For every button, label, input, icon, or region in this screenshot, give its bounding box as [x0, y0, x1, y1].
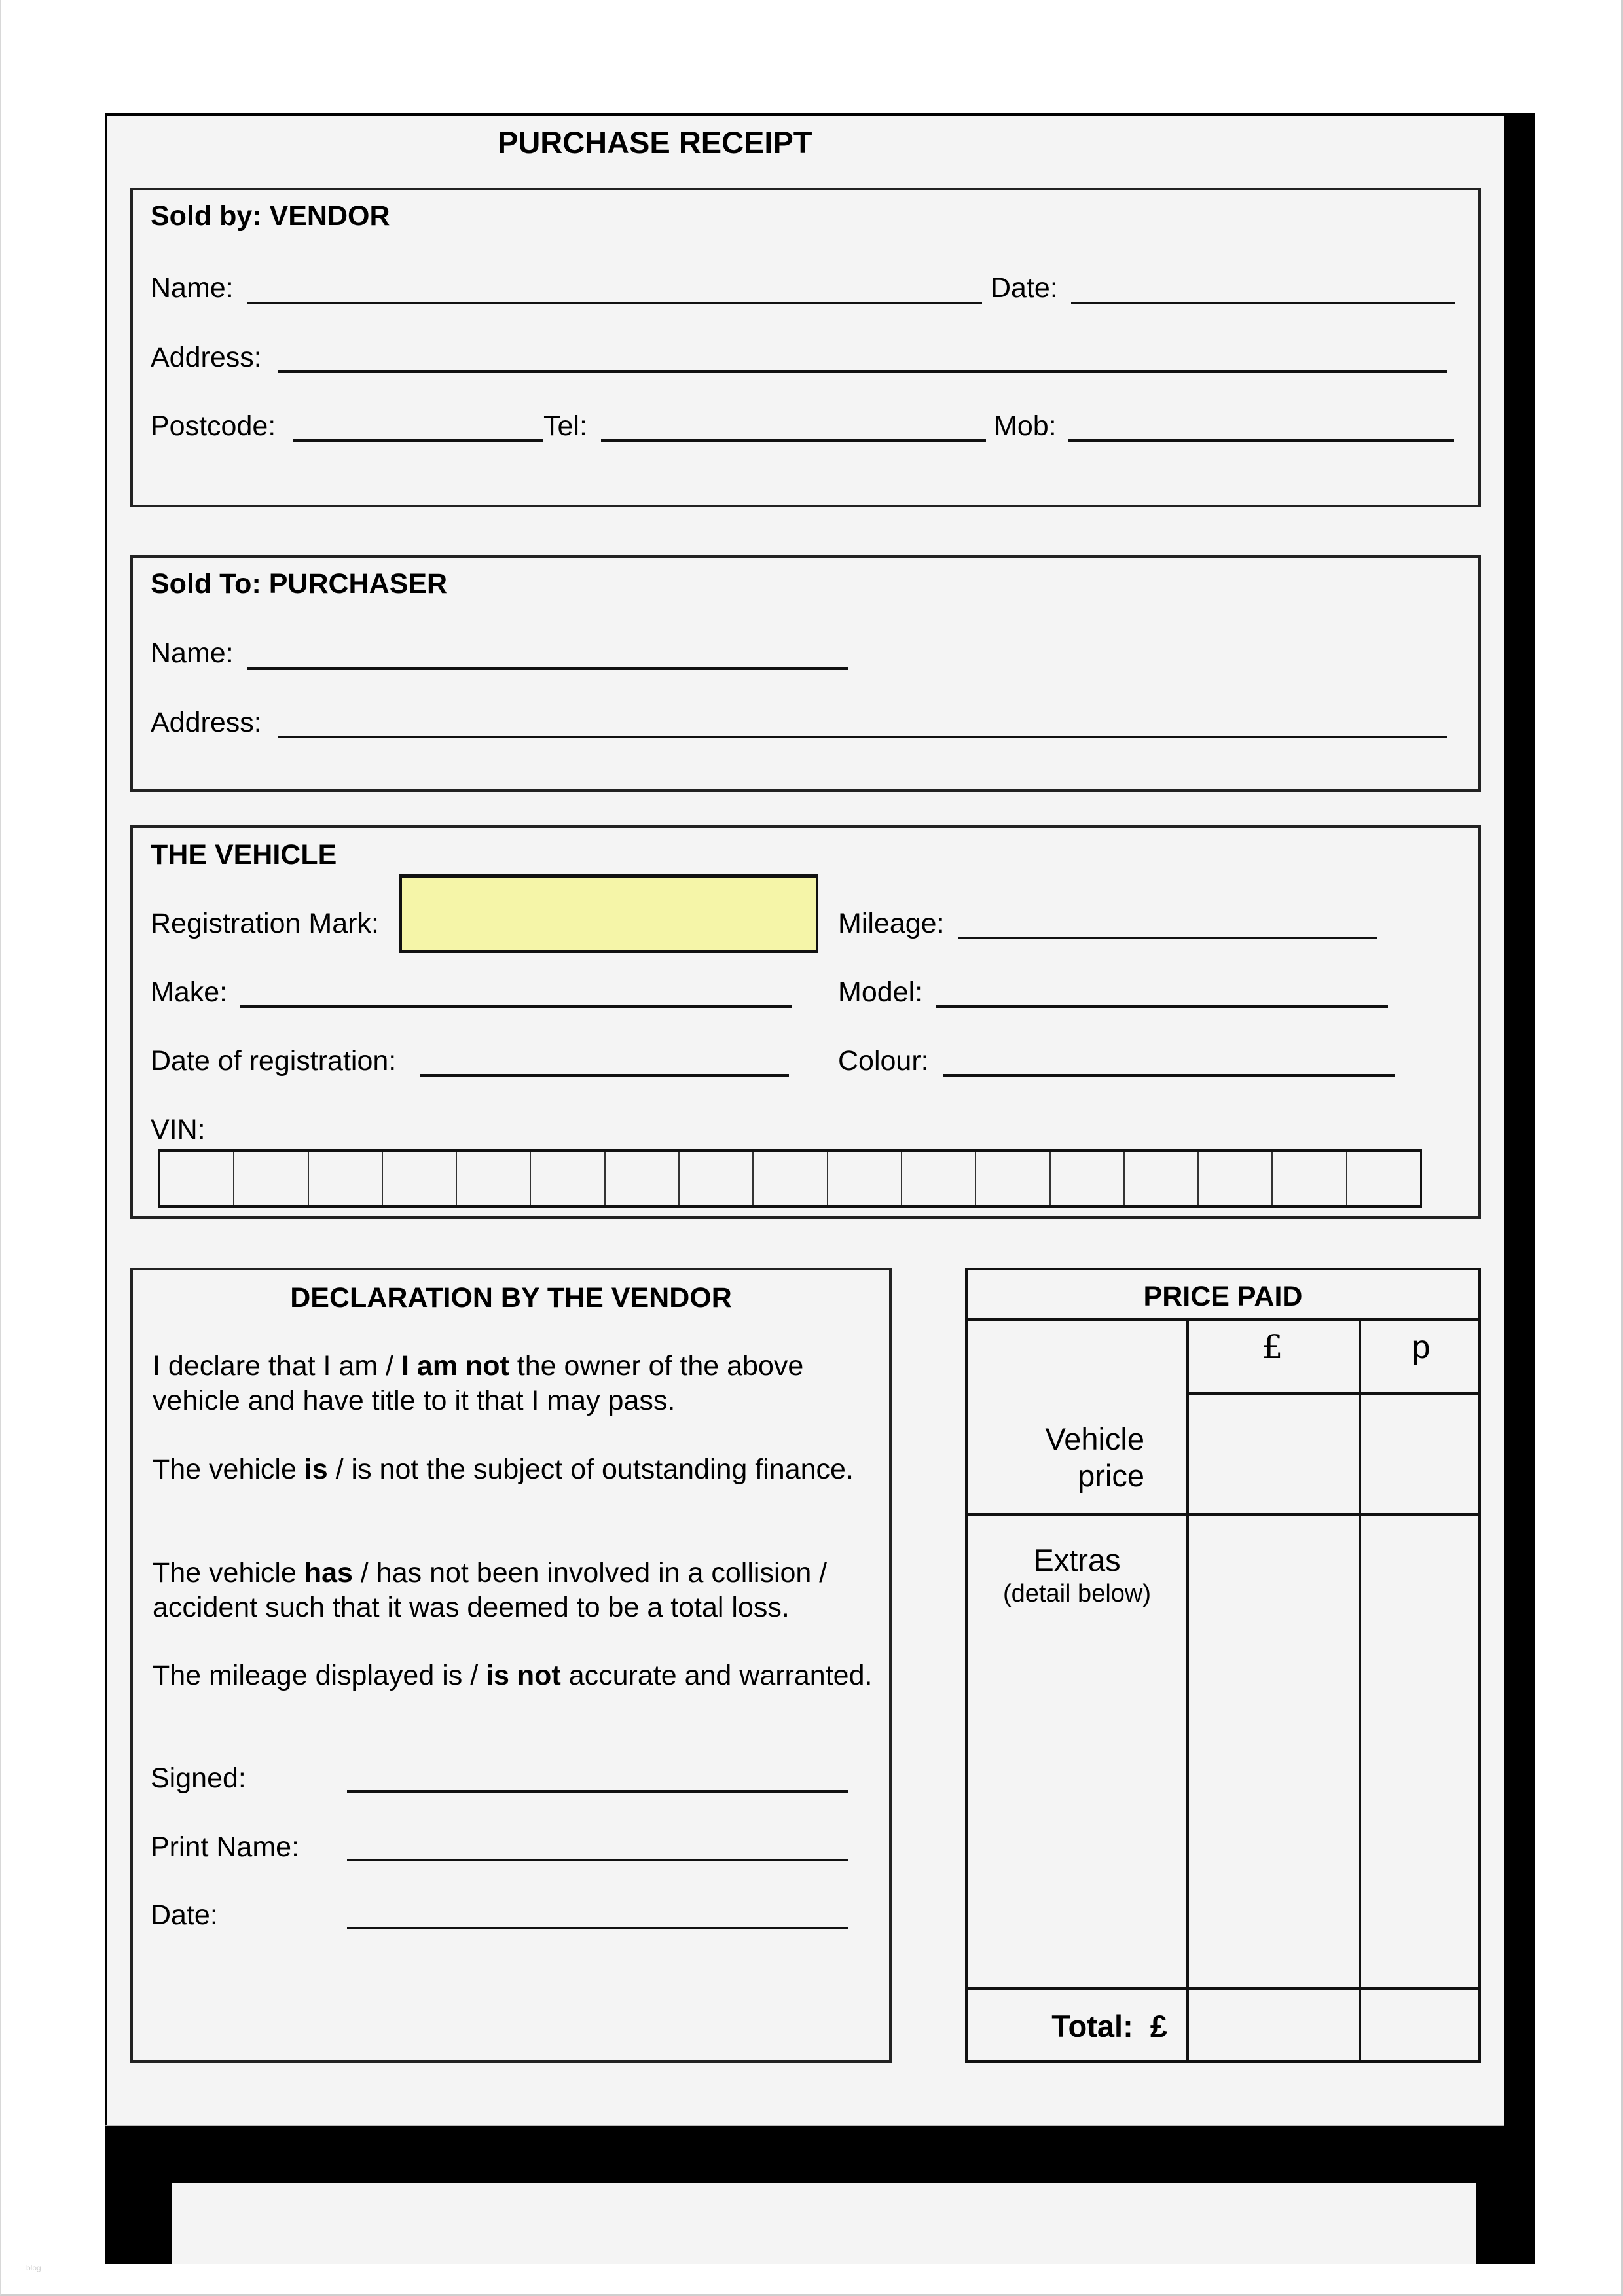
statement-text: I declare that I am / — [153, 1350, 402, 1382]
model-label: Model: — [838, 977, 923, 1008]
model-field[interactable] — [936, 1005, 1388, 1008]
purchaser-name-field[interactable] — [247, 667, 848, 670]
vin-cell-15[interactable] — [1199, 1152, 1273, 1205]
vendor-name-field[interactable] — [247, 302, 982, 304]
vendor-section — [130, 188, 1481, 507]
vin-cell-7[interactable] — [606, 1152, 680, 1205]
date-of-registration-label: Date of registration: — [151, 1045, 397, 1077]
vendor-tel-field[interactable] — [601, 439, 986, 442]
vendor-address-field[interactable] — [278, 370, 1447, 373]
make-label: Make: — [151, 977, 228, 1008]
extras-pence-cell[interactable] — [1361, 1516, 1481, 1987]
pounds-column-header: £ — [1262, 1328, 1283, 1366]
vin-cell-2[interactable] — [234, 1152, 308, 1205]
vin-cell-11[interactable] — [902, 1152, 976, 1205]
declaration-date-label: Date: — [151, 1899, 218, 1931]
vin-cell-16[interactable] — [1273, 1152, 1347, 1205]
colour-label: Colour: — [838, 1045, 929, 1077]
signed-label: Signed: — [151, 1763, 246, 1794]
vendor-postcode-label: Postcode: — [151, 410, 276, 442]
vin-cell-9[interactable] — [754, 1152, 828, 1205]
table-divider — [968, 1318, 1478, 1321]
vendor-date-field[interactable] — [1071, 302, 1455, 304]
vehicle-price-label-line2: price — [1078, 1458, 1144, 1493]
declaration-heading: DECLARATION BY THE VENDOR — [290, 1282, 732, 1314]
pence-column-header: p — [1412, 1329, 1431, 1365]
vendor-name-label: Name: — [151, 272, 234, 304]
vehicle-price-label — [968, 1421, 1144, 1494]
mileage-field[interactable] — [958, 937, 1377, 939]
purchaser-name-label: Name: — [151, 637, 234, 669]
date-of-registration-field[interactable] — [420, 1074, 789, 1077]
declaration-statement-finance — [153, 1452, 886, 1487]
extras-sublabel: (detail below) — [1003, 1580, 1151, 1607]
extras-label: Extras — [1033, 1543, 1121, 1577]
watermark: blog — [26, 2263, 41, 2272]
statement-text: the owner of the above vehicle and have title to it that I may pass. — [153, 1350, 804, 1416]
page-title: PURCHASE RECEIPT — [498, 125, 812, 160]
vin-cell-17[interactable] — [1347, 1152, 1420, 1205]
bottom-blank-area — [172, 2183, 1476, 2264]
declaration-statement-collision — [153, 1556, 886, 1625]
signed-field[interactable] — [347, 1790, 848, 1793]
vendor-heading: Sold by: VENDOR — [151, 200, 390, 232]
declaration-section — [130, 1268, 892, 2063]
purchaser-address-field[interactable] — [278, 736, 1447, 738]
vendor-address-label: Address: — [151, 342, 262, 373]
total-pounds-cell[interactable] — [1189, 1990, 1359, 2063]
vendor-mob-field[interactable] — [1068, 439, 1454, 442]
statement-text: The mileage displayed is / — [153, 1660, 486, 1691]
vin-grid — [158, 1149, 1422, 1208]
statement-emphasis: has — [304, 1557, 353, 1588]
statement-text: The vehicle — [153, 1454, 304, 1485]
vendor-mob-label: Mob: — [994, 410, 1057, 442]
vehicle-price-pounds-cell[interactable] — [1189, 1395, 1359, 1513]
vin-cell-6[interactable] — [531, 1152, 605, 1205]
vin-label: VIN: — [151, 1114, 206, 1145]
declaration-date-field[interactable] — [347, 1927, 848, 1929]
total-label — [968, 2008, 1167, 2044]
purchaser-address-label: Address: — [151, 707, 262, 738]
vin-cell-4[interactable] — [383, 1152, 457, 1205]
vin-cell-14[interactable] — [1125, 1152, 1199, 1205]
registration-mark-label: Registration Mark: — [151, 908, 379, 939]
statement-text: / is not the subject of outstanding finance. — [327, 1454, 854, 1485]
print-name-label: Print Name: — [151, 1831, 300, 1863]
declaration-statement-owner — [153, 1349, 886, 1418]
colour-field[interactable] — [943, 1074, 1395, 1077]
statement-emphasis: I am not — [401, 1350, 509, 1382]
vin-cell-3[interactable] — [309, 1152, 383, 1205]
total-currency: : £ — [1123, 2009, 1167, 2043]
vin-cell-1[interactable] — [160, 1152, 234, 1205]
vendor-postcode-field[interactable] — [293, 439, 543, 442]
declaration-statement-mileage — [153, 1659, 886, 1693]
statement-emphasis: is — [304, 1454, 328, 1485]
vin-cell-5[interactable] — [457, 1152, 531, 1205]
vin-cell-12[interactable] — [976, 1152, 1050, 1205]
price-paid-table — [965, 1268, 1481, 2063]
price-paid-heading: PRICE PAID — [1143, 1281, 1303, 1312]
total-pence-cell[interactable] — [1361, 1990, 1481, 2063]
extras-pounds-cell[interactable] — [1189, 1516, 1359, 1987]
statement-emphasis: is not — [486, 1660, 561, 1691]
vehicle-price-label-line1: Vehicle — [1045, 1422, 1144, 1456]
purchaser-heading: Sold To: PURCHASER — [151, 568, 448, 600]
print-name-field[interactable] — [347, 1859, 848, 1861]
total-label-text: Total — [1051, 2009, 1123, 2043]
vendor-tel-label: Tel: — [543, 410, 587, 442]
make-field[interactable] — [240, 1005, 792, 1008]
vin-cell-13[interactable] — [1051, 1152, 1125, 1205]
mileage-label: Mileage: — [838, 908, 945, 939]
vin-cell-10[interactable] — [828, 1152, 902, 1205]
statement-text: The vehicle — [153, 1557, 304, 1588]
statement-text: accurate and warranted. — [560, 1660, 873, 1691]
statement-text: / has not been involved in a collision / accident such that it was deemed to be a total loss. — [153, 1557, 828, 1623]
vendor-date-label: Date: — [991, 272, 1058, 304]
vin-cell-8[interactable] — [680, 1152, 754, 1205]
vehicle-heading: THE VEHICLE — [151, 839, 337, 870]
vehicle-price-pence-cell[interactable] — [1361, 1395, 1481, 1513]
registration-mark-field[interactable] — [399, 874, 818, 953]
